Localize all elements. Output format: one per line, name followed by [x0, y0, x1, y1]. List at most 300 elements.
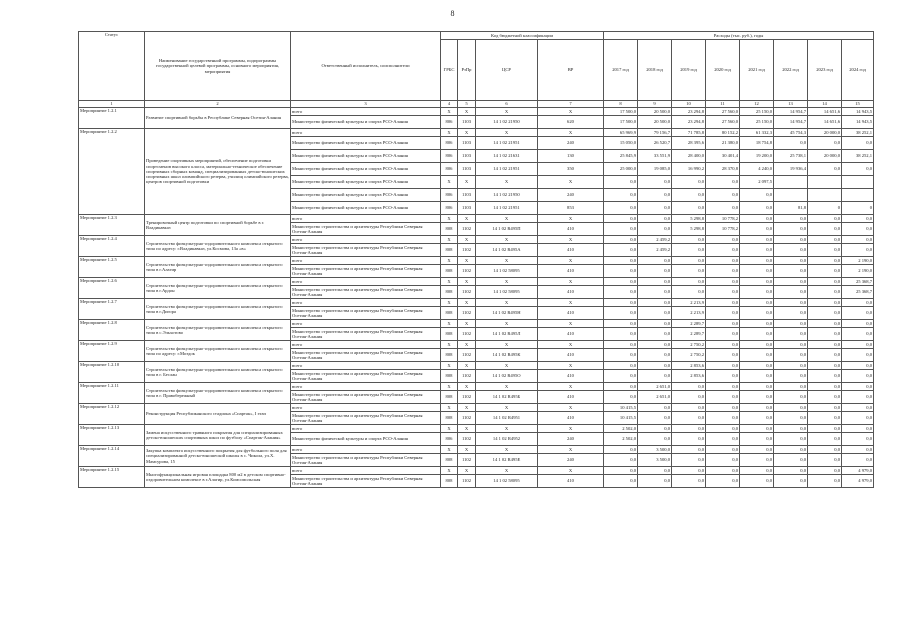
row-value: 0,0	[774, 362, 808, 370]
row-csr: 14 1 02 R4952	[476, 433, 538, 446]
row-value: 0,0	[774, 383, 808, 391]
row-csr: 14 1 02 21950	[476, 116, 538, 129]
row-grbs: X	[441, 129, 458, 137]
row-value: 0,0	[808, 299, 842, 307]
row-value: 0,0	[808, 223, 842, 236]
row-value	[808, 189, 842, 202]
row-value: 0,0	[604, 475, 638, 488]
row-name: Реконструкция Республиканского стадиона «Спартак», I этап	[145, 404, 291, 425]
row-name: Строительство физкультурно-оздоровительного комплекса открытого типа в с.Эльхотово	[145, 320, 291, 341]
row-executor: Министерство физической культуры и спорта РСО-Алания	[291, 189, 441, 202]
row-vr: X	[538, 176, 604, 189]
header-budget-code: Код бюджетной классификации	[441, 32, 604, 40]
row-value: 2 853,6	[672, 362, 706, 370]
row-vr: X	[538, 404, 604, 412]
row-rzpr: X	[458, 299, 476, 307]
row-vr: 410	[538, 370, 604, 383]
table-row	[79, 257, 874, 265]
row-value: 2 213,9	[672, 299, 706, 307]
row-value: 0,0	[706, 404, 740, 412]
row-vr: 130	[538, 150, 604, 163]
row-value: 0,0	[604, 257, 638, 265]
row-csr: 14 1 02 21951	[476, 163, 538, 176]
row-value: 2 289,7	[672, 328, 706, 341]
row-status: Мероприятие 1.2.4	[79, 236, 145, 257]
table-body	[79, 108, 874, 488]
row-value: 0,0	[842, 137, 874, 150]
column-number: 6	[476, 101, 538, 108]
row-value: 0,0	[842, 412, 874, 425]
row-value: 0,0	[706, 278, 740, 286]
row-grbs: X	[441, 108, 458, 116]
row-value: 0,0	[706, 244, 740, 257]
row-value: 0,0	[842, 299, 874, 307]
row-value: 0,0	[672, 475, 706, 488]
row-value: 0,0	[842, 341, 874, 349]
row-rzpr: X	[458, 278, 476, 286]
row-rzpr: 1102	[458, 328, 476, 341]
row-value: 23 294,8	[672, 108, 706, 116]
row-vr: 350	[538, 163, 604, 176]
row-value: 0,0	[604, 446, 638, 454]
row-value: 0,0	[706, 307, 740, 320]
row-rzpr: 1103	[458, 189, 476, 202]
row-value: 0,0	[672, 467, 706, 475]
row-executor: Министерство строительства и архитектуры Республики Северная Осетия-Алания	[291, 328, 441, 341]
row-value: 0,0	[740, 412, 774, 425]
row-value: 15 050,0	[604, 137, 638, 150]
row-value: 0,0	[604, 244, 638, 257]
row-value: 0,0	[638, 425, 672, 433]
row-value: 20 000,0	[808, 150, 842, 163]
table-row	[79, 108, 874, 116]
row-value: 0,0	[604, 215, 638, 223]
row-value: 0,0	[740, 307, 774, 320]
row-grbs: 806	[441, 202, 458, 215]
column-number: 13	[774, 101, 808, 108]
row-csr: X	[476, 467, 538, 475]
row-value: 25 368,7	[842, 286, 874, 299]
row-value: 0,0	[672, 446, 706, 454]
row-executor: всего	[291, 383, 441, 391]
row-value: 0,0	[774, 265, 808, 278]
row-rzpr: X	[458, 404, 476, 412]
row-value: 0,0	[706, 467, 740, 475]
row-name: Строительство физкультурно-оздоровительного комплекса открытого типа в г.Алагир	[145, 257, 291, 278]
row-executor: всего	[291, 108, 441, 116]
row-executor: Министерство строительства и архитектуры Республики Северная Осетия-Алания	[291, 286, 441, 299]
row-grbs: 808	[441, 244, 458, 257]
row-value: 0,0	[604, 307, 638, 320]
row-value: 0,0	[808, 370, 842, 383]
row-value: 0,0	[740, 257, 774, 265]
row-csr: 14 1 02 21951	[476, 137, 538, 150]
row-value	[842, 189, 874, 202]
row-value: 0,0	[672, 433, 706, 446]
row-name: Тренировочный центр подготовки по спортивной борьбе в г. Владикавказ	[145, 215, 291, 236]
row-value: 0,0	[740, 341, 774, 349]
row-csr: 14 1 02 R495Л	[476, 328, 538, 341]
row-name: Замена искусственного травяного покрытия для специализированных детско-юношеских спортивных школ по футболу «Спартак-Алания»	[145, 425, 291, 446]
row-executor: Министерство строительства и архитектуры Республики Северная Осетия-Алания	[291, 349, 441, 362]
row-csr: X	[476, 215, 538, 223]
table-row	[79, 383, 874, 391]
row-value: 0,0	[842, 446, 874, 454]
row-executor: всего	[291, 362, 441, 370]
row-value: 0,0	[808, 475, 842, 488]
row-value: 0,0	[638, 202, 672, 215]
row-csr: 14 1 02 R495Е	[476, 454, 538, 467]
row-value: 0,0	[842, 328, 874, 341]
row-value: 0,0	[842, 349, 874, 362]
row-rzpr: 1102	[458, 475, 476, 488]
row-vr: 240	[538, 433, 604, 446]
row-value: 2 190,0	[842, 257, 874, 265]
row-value: 0,0	[842, 362, 874, 370]
row-executor: всего	[291, 215, 441, 223]
row-csr: 14 1 02 R495П	[476, 223, 538, 236]
row-rzpr: 1103	[458, 116, 476, 129]
row-value: 0,0	[842, 404, 874, 412]
row-vr: X	[538, 129, 604, 137]
row-value: 0,0	[808, 236, 842, 244]
row-value: 0,0	[774, 257, 808, 265]
row-csr: X	[476, 425, 538, 433]
row-value: 0,0	[774, 391, 808, 404]
row-value: 0,0	[638, 362, 672, 370]
row-value: 0,0	[740, 320, 774, 328]
row-value: 0,0	[774, 223, 808, 236]
row-rzpr: X	[458, 341, 476, 349]
row-value: 80 152,2	[706, 129, 740, 137]
row-value: 14 954,7	[774, 108, 808, 116]
row-value: 0,0	[808, 215, 842, 223]
row-vr: X	[538, 236, 604, 244]
row-value: 3 500,0	[638, 454, 672, 467]
row-value: 0,0	[672, 244, 706, 257]
row-executor: Министерство физической культуры и спорта РСО-Алания	[291, 163, 441, 176]
row-value: 0,0	[638, 433, 672, 446]
row-value: 33 551,9	[638, 150, 672, 163]
table-row	[79, 299, 874, 307]
row-executor: всего	[291, 236, 441, 244]
budget-table	[78, 31, 874, 488]
row-value: 0,0	[638, 320, 672, 328]
row-rzpr: X	[458, 467, 476, 475]
row-value: 0,0	[638, 475, 672, 488]
row-vr: 410	[538, 244, 604, 257]
row-executor: Министерство физической культуры и спорта РСО-Алания	[291, 137, 441, 150]
row-executor: Министерство строительства и архитектуры Республики Северная Осетия-Алания	[291, 370, 441, 383]
row-value: 20 500,0	[638, 108, 672, 116]
row-value: 0,0	[706, 176, 740, 189]
row-value: 25 150,0	[740, 108, 774, 116]
row-value: 0,0	[842, 163, 874, 176]
row-name: Строительство физкультурно-оздоровительного комплекса открытого типа по адресу: г.Владикавказ, ул.Космова, 13а «в»	[145, 236, 291, 257]
row-value: 0,0	[740, 286, 774, 299]
row-rzpr: X	[458, 236, 476, 244]
row-value: 0,0	[638, 349, 672, 362]
row-value: 0,0	[638, 215, 672, 223]
row-executor: Министерство физической культуры и спорта РСО-Алания	[291, 202, 441, 215]
column-number: 9	[638, 101, 672, 108]
row-csr: X	[476, 404, 538, 412]
row-value: 0,0	[740, 391, 774, 404]
row-value: 0,0	[672, 257, 706, 265]
row-rzpr: 1102	[458, 244, 476, 257]
row-value: 10 778,2	[706, 215, 740, 223]
row-value: 0,0	[808, 467, 842, 475]
row-value: 3 500,0	[638, 446, 672, 454]
row-executor: Министерство строительства и архитектуры Республики Северная Осетия-Алания	[291, 223, 441, 236]
row-rzpr: X	[458, 108, 476, 116]
row-value: 0,0	[638, 404, 672, 412]
row-value: 0,0	[604, 383, 638, 391]
row-value: 0,0	[638, 223, 672, 236]
row-value: 0,0	[842, 320, 874, 328]
row-value: 0,0	[774, 328, 808, 341]
row-value: 0,0	[638, 278, 672, 286]
column-number: 10	[672, 101, 706, 108]
row-value: 0,0	[672, 176, 706, 189]
row-value: 0,0	[774, 341, 808, 349]
row-status: Мероприятие 1.2.11	[79, 383, 145, 404]
row-grbs: 808	[441, 223, 458, 236]
row-value: 0,0	[774, 244, 808, 257]
row-value: 0,0	[808, 278, 842, 286]
row-value: 14 943,5	[842, 116, 874, 129]
row-grbs: 808	[441, 328, 458, 341]
row-value: 10 778,2	[706, 223, 740, 236]
row-executor: всего	[291, 129, 441, 137]
row-value: 0,0	[740, 236, 774, 244]
row-name: Строительство физкультурно-оздоровительного комплекса открытого типа в г.Ардон	[145, 278, 291, 299]
row-grbs: 806	[441, 150, 458, 163]
row-vr: X	[538, 215, 604, 223]
row-value: 65 969,9	[604, 129, 638, 137]
row-value: 0,0	[672, 265, 706, 278]
row-vr: 410	[538, 223, 604, 236]
row-vr: 410	[538, 391, 604, 404]
row-rzpr: 1102	[458, 223, 476, 236]
row-value: 2 289,7	[672, 320, 706, 328]
row-value: 28 400,0	[672, 150, 706, 163]
row-value: 0,0	[808, 454, 842, 467]
column-number: 15	[842, 101, 874, 108]
row-value: 25 738,1	[774, 150, 808, 163]
table-row	[79, 129, 874, 137]
row-value: 2 651,0	[638, 391, 672, 404]
row-executor: Министерство физической культуры и спорта РСО-Алания	[291, 176, 441, 189]
row-value: 0,0	[774, 299, 808, 307]
row-value: 26 520,7	[638, 137, 672, 150]
row-name: Строительство физкультурно-оздоровительного комплекса открытого типа в г. Беслан	[145, 362, 291, 383]
row-value: 0,0	[808, 425, 842, 433]
row-value: 0,0	[774, 370, 808, 383]
row-value: 0,0	[604, 176, 638, 189]
row-csr: X	[476, 383, 538, 391]
row-value: 20 500,0	[638, 116, 672, 129]
row-vr: 410	[538, 412, 604, 425]
row-csr: X	[476, 108, 538, 116]
row-status: Мероприятие 1.2.5	[79, 257, 145, 278]
row-value: 38 252,1	[842, 129, 874, 137]
row-rzpr: X	[458, 362, 476, 370]
row-status: Мероприятие 1.2.12	[79, 404, 145, 425]
row-value: 0,0	[604, 236, 638, 244]
header-year: 2018 год	[638, 40, 672, 101]
row-value: 14 954,7	[774, 116, 808, 129]
row-value: 0,0	[604, 265, 638, 278]
row-executor: всего	[291, 404, 441, 412]
row-value: 0,0	[774, 404, 808, 412]
row-value: 0,0	[638, 189, 672, 202]
row-status: Мероприятие 1.2.14	[79, 446, 145, 467]
row-value: 0,0	[604, 362, 638, 370]
row-csr: 14 1 02 58095	[476, 265, 538, 278]
row-grbs: X	[441, 320, 458, 328]
row-value: 20 000,0	[808, 129, 842, 137]
row-vr: X	[538, 467, 604, 475]
row-value: 0,0	[604, 299, 638, 307]
row-csr: 14 1 02 58095	[476, 475, 538, 488]
row-value: 0	[808, 202, 842, 215]
page-number: 8	[450, 9, 455, 18]
row-value: 0,0	[842, 425, 874, 433]
row-value: 30 401,4	[706, 150, 740, 163]
row-value: 0,0	[706, 412, 740, 425]
row-vr: 240	[538, 137, 604, 150]
row-value: 0,0	[808, 433, 842, 446]
row-csr: X	[476, 446, 538, 454]
row-value: 0,0	[740, 370, 774, 383]
table-row	[79, 236, 874, 244]
row-rzpr: X	[458, 257, 476, 265]
row-value: 0,0	[672, 236, 706, 244]
column-number: 2	[145, 101, 291, 108]
row-vr: X	[538, 299, 604, 307]
row-value: 0,0	[604, 223, 638, 236]
row-value: 0,0	[638, 257, 672, 265]
row-value: 0,0	[842, 383, 874, 391]
row-value: 0,0	[706, 383, 740, 391]
row-value: 0,0	[740, 278, 774, 286]
row-grbs: 808	[441, 265, 458, 278]
row-value: 0,0	[706, 202, 740, 215]
row-value: 10 415,5	[604, 412, 638, 425]
row-value: 0,0	[774, 454, 808, 467]
row-rzpr: 1102	[458, 412, 476, 425]
row-name: Закупка комплекта искусственного покрытия для футбольного поля для специализированной детско-юношеской школы в с. Чикола, ул.Х. Мамсурова, 15	[145, 446, 291, 467]
row-rzpr: X	[458, 383, 476, 391]
row-rzpr: 1102	[458, 370, 476, 383]
row-value: 0,0	[808, 265, 842, 278]
row-vr: 620	[538, 116, 604, 129]
header-year: 2023 год	[808, 40, 842, 101]
column-number: 3	[291, 101, 441, 108]
row-executor: всего	[291, 425, 441, 433]
row-executor: всего	[291, 467, 441, 475]
row-value: 2 853,6	[672, 370, 706, 383]
row-value: 0,0	[774, 433, 808, 446]
header-csr: ЦСР	[476, 40, 538, 101]
row-grbs: X	[441, 236, 458, 244]
row-executor: Министерство физической культуры и спорта РСО-Алания	[291, 433, 441, 446]
row-value: 0,0	[808, 286, 842, 299]
row-value: 61 332,3	[740, 129, 774, 137]
row-value: 0,0	[808, 137, 842, 150]
row-executor: Министерство строительства и архитектуры Республики Северная Осетия-Алания	[291, 391, 441, 404]
row-executor: всего	[291, 257, 441, 265]
table-row	[79, 425, 874, 433]
row-value: 0,0	[638, 299, 672, 307]
row-vr: X	[538, 446, 604, 454]
table-row	[79, 467, 874, 475]
row-rzpr: 1103	[458, 137, 476, 150]
row-value: 0,0	[672, 189, 706, 202]
row-value: 0,0	[706, 265, 740, 278]
row-vr: 853	[538, 202, 604, 215]
row-value: 0,0	[706, 341, 740, 349]
row-value: 0,0	[604, 391, 638, 404]
row-executor: всего	[291, 299, 441, 307]
row-value: 0,0	[842, 433, 874, 446]
row-value: 2 502,0	[604, 425, 638, 433]
header-year: 2017 год	[604, 40, 638, 101]
row-value: 0,0	[604, 189, 638, 202]
row-executor: Министерство строительства и архитектуры Республики Северная Осетия-Алания	[291, 265, 441, 278]
row-value: 2 750,2	[672, 341, 706, 349]
row-grbs: 808	[441, 307, 458, 320]
row-value: 0,0	[774, 446, 808, 454]
row-executor: всего	[291, 278, 441, 286]
row-rzpr: 1102	[458, 265, 476, 278]
header-expenses: Расходы (тыс. руб.), годы	[604, 32, 874, 40]
row-grbs: X	[441, 383, 458, 391]
row-grbs: 808	[441, 475, 458, 488]
row-value: 0,0	[604, 467, 638, 475]
row-value: 0,0	[740, 362, 774, 370]
row-status: Мероприятие 1.2.13	[79, 425, 145, 446]
row-vr: X	[538, 341, 604, 349]
table-row	[79, 215, 874, 223]
row-rzpr: 1103	[458, 202, 476, 215]
header-year: 2024 год	[842, 40, 874, 101]
row-value: 0,0	[808, 320, 842, 328]
row-status: Мероприятие 1.2.8	[79, 320, 145, 341]
row-value: 0,0	[740, 265, 774, 278]
row-rzpr: 1102	[458, 454, 476, 467]
row-value: 0,0	[706, 446, 740, 454]
row-value: 0,0	[604, 341, 638, 349]
row-csr: 14 1 02 21950	[476, 189, 538, 202]
row-value: 0,0	[774, 425, 808, 433]
row-value: 81,8	[774, 202, 808, 215]
row-value: 0,0	[842, 215, 874, 223]
row-csr: X	[476, 362, 538, 370]
column-number: 12	[740, 101, 774, 108]
table-row	[79, 278, 874, 286]
row-status: Мероприятие 1.2.9	[79, 341, 145, 362]
row-status: Мероприятие 1.2.10	[79, 362, 145, 383]
row-grbs: X	[441, 404, 458, 412]
row-value: 0,0	[740, 433, 774, 446]
row-grbs: 808	[441, 454, 458, 467]
header-executor: Ответственный исполнитель, соисполнители	[291, 32, 441, 101]
row-value: 0,0	[638, 176, 672, 189]
header-year: 2019 год	[672, 40, 706, 101]
row-value: 0,0	[706, 454, 740, 467]
